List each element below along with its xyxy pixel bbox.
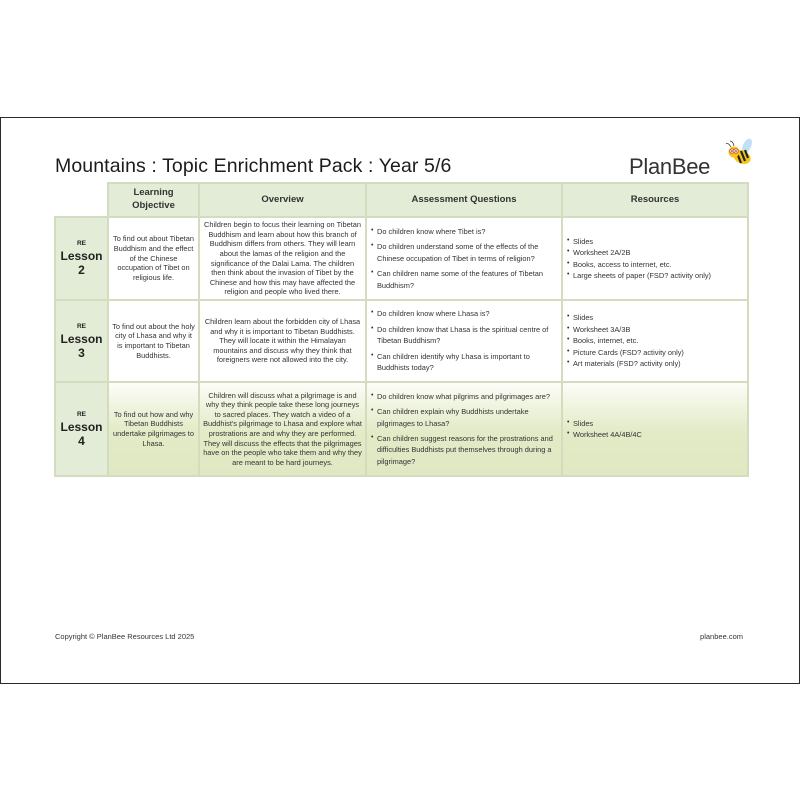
bee-icon [725, 138, 755, 170]
overview-cell: Children will discuss what a pilgrimage is and why they think people take these long journeys to sacred places. They watch a video of a Buddhist's pilgrimage to Lhasa and explore what prostrations are and why they are performed. They will discuss the effects that the pilgrimages have on the people who take them and why they are meant to be hard journeys. [199, 382, 366, 476]
assessment-cell [366, 217, 562, 300]
resources-cell [562, 382, 748, 476]
overview-cell: Children learn about the forbidden city of Lhasa and why it is important to Tibetan Buddhists. They will locate it within the Himalayan mountains and discuss why they think that foreigners were not allowed into the city. [199, 300, 366, 382]
website-link[interactable]: planbee.com [700, 632, 743, 641]
document-page [0, 117, 800, 684]
header-assessment-questions: Assessment Questions [366, 183, 562, 217]
lesson-label [55, 382, 108, 476]
assessment-question: • Can children identify why Lhasa is important to Buddhists today? [371, 351, 557, 374]
resource-item: • Slides [567, 418, 743, 429]
assessment-question: • Do children know that Lhasa is the spiritual centre of Tibetan Buddhism? [371, 324, 557, 347]
table-row [55, 300, 748, 382]
header-learning-objective: Learning Objective [108, 183, 199, 217]
header-blank [55, 183, 108, 217]
resource-item: • Large sheets of paper (FSD? activity only) [567, 270, 743, 281]
assessment-question: • Can children name some of the features of Tibetan Buddhism? [371, 268, 557, 291]
resource-item: • Worksheet 4A/4B/4C [567, 429, 743, 440]
assessment-question: • Do children know where Lhasa is? [371, 308, 557, 319]
assessment-cell [366, 300, 562, 382]
resource-item: • Worksheet 3A/3B [567, 324, 743, 335]
lesson-table [54, 182, 747, 477]
resource-item: • Picture Cards (FSD? activity only) [567, 347, 743, 358]
assessment-question: • Do children know where Tibet is? [371, 226, 557, 237]
lesson-label [55, 217, 108, 300]
page-title: Mountains : Topic Enrichment Pack : Year 5/6 [55, 155, 452, 177]
subject-tag: RE [76, 322, 87, 330]
resource-item: • Books, internet, etc. [567, 335, 743, 346]
header-resources: Resources [562, 183, 748, 217]
lesson-number: Lesson 2 [60, 249, 103, 277]
assessment-question: • Do children know what pilgrims and pilgrimages are? [371, 391, 557, 402]
learning-objective-cell: To find out how and why Tibetan Buddhists undertake pilgrimages to Lhasa. [108, 382, 199, 476]
resources-cell [562, 300, 748, 382]
assessment-question: • Can children explain why Buddhists undertake pilgrimages to Lhasa? [371, 406, 557, 429]
lesson-number: Lesson 4 [60, 419, 103, 448]
logo-text: PlanBee [629, 154, 711, 179]
resource-item: • Books, access to internet, etc. [567, 259, 743, 270]
lesson-number: Lesson 3 [60, 331, 103, 360]
header-overview: Overview [199, 183, 366, 217]
resource-item: • Worksheet 2A/2B [567, 247, 743, 258]
subject-tag: RE [76, 410, 87, 418]
resource-item: • Slides [567, 312, 743, 323]
assessment-question: • Do children understand some of the effects of the Chinese occupation of Tibet in terms of religion? [371, 241, 557, 264]
assessment-question: • Can children suggest reasons for the prostrations and difficulties Buddhists put themselves through during a pilgrimage? [371, 433, 557, 467]
assessment-cell [366, 382, 562, 476]
table-row [55, 217, 748, 300]
resource-item: • Art materials (FSD? activity only) [567, 358, 743, 369]
learning-objective-cell: To find out about the holy city of Lhasa and why it is important to Tibetan Buddhists. [108, 300, 199, 382]
resource-item: • Slides [567, 236, 743, 247]
copyright-notice: Copyright © PlanBee Resources Ltd 2025 [55, 632, 195, 641]
lesson-label [55, 300, 108, 382]
resources-cell [562, 217, 748, 300]
learning-objective-cell: To find out about Tibetan Buddhism and the effect of the Chinese occupation of Tibet on religious life. [108, 217, 199, 300]
overview-cell: Children begin to focus their learning on Tibetan Buddhism and learn about how this branch of Buddhism differs from others. They will learn about the lamas of the religion and the significance of the Dalai Lama. The children then think about the invasion of Tibet by the Chinese and how this may have affected the religion and people who lived there. [199, 217, 366, 300]
subject-tag: RE [76, 240, 87, 247]
table-row [55, 382, 748, 476]
planbee-logo [629, 138, 755, 182]
